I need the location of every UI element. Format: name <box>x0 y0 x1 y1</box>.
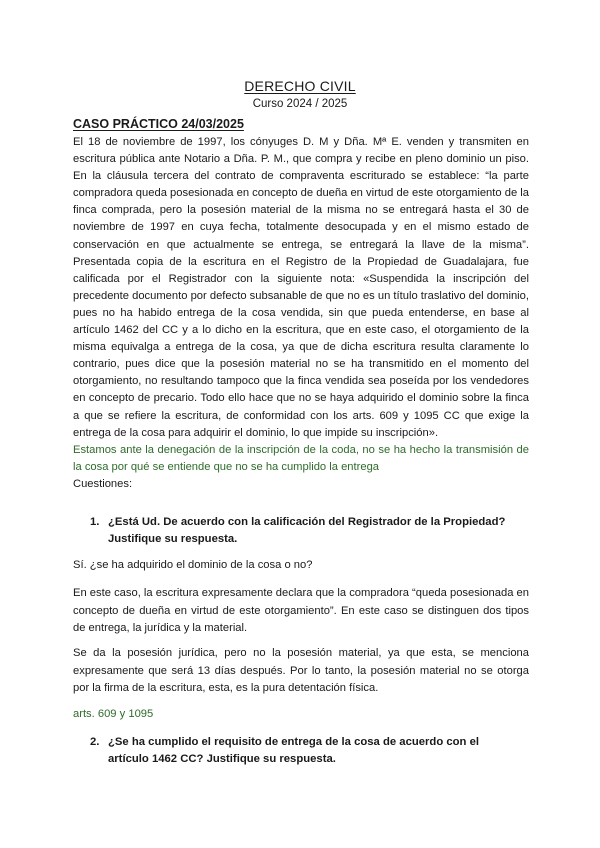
answer-1: Sí. ¿se ha adquirido el dominio de la cosa o no? <box>73 559 313 571</box>
question-number: 2. <box>90 736 100 748</box>
question-number: 1. <box>90 516 100 528</box>
question-2 <box>90 734 520 768</box>
case-body <box>73 134 529 493</box>
questions-label: Cuestiones: <box>73 477 133 490</box>
course-label: Curso 2024 / 2025 <box>252 98 348 110</box>
answer-3: Se da la posesión jurídica, pero no la posesión material, ya que esta, se menciona expresamente que será 13 días después. Por lo tanto, la posesión material no se otorga por la firma de la escritura, esta, es la pura detentación física. <box>73 647 529 695</box>
answer-4: arts. 609 y 1095 <box>73 708 154 720</box>
case-title: CASO PRÁCTICO 24/03/2025 <box>73 117 244 131</box>
question-text: ¿Se ha cumplido el requisito de entrega de la cosa de acuerdo con el artículo 1462 CC? Justifique su respuesta. <box>108 736 480 765</box>
case-paragraph: El 18 de noviembre de 1997, los cónyuges D. M y Dña. Mª E. venden y transmiten en escritura pública ante Notario a Dña. P. M., que compra y recibe en pleno dominio un piso. En la cláusula tercera del contrato de compraventa escriturado se establece: “la parte compradora queda posesionada en concepto de dueña en virtud de este otorgamiento de la finca comprada, pero la posesión material de la misma no se entregará hasta el 30 de noviembre de 1997 en cuya fecha, totalmente desocupada y en el mismo estado de conservación en que actualmente se entrega, se entregará la llave de la misma”. Presentada copia de la escritura en el Registro de la Propiedad de Guadalajara, fue calificada por el Registrador con la siguiente nota: «Suspendida la inscripción del precedente documento por defecto subsanable de que no es un título traslativo del dominio, pues no ha habido entrega de la cosa vendida, sin que pueda entenderse, en base al artículo 1462 del CC y a lo dicho en la escritura, que en este caso, el otorgamiento de la misma equivalga a entrega de la cosa, ya que de dicha escritura resulta claramente lo contrario, pues dice que la posesión material no se ha transmitido en el momento del otorgamiento, no resultando tampoco que la finca vendida sea poseída por los vendedores en concepto de precario. Todo ello hace que no se haya adquirido el dominio sobre la finca a que se refiere la escritura, de conformidad con los arts. 609 y 1095 CC que exige la entrega de la cosa para adquirir el dominio, lo que impide su inscripción». <box>73 136 529 439</box>
question-1 <box>90 514 520 548</box>
case-note: Estamos ante la denegación de la inscripción de la coda, no se ha hecho la transmisión de la cosa por qué se entiende que no se ha cumplido la entrega <box>73 443 529 473</box>
question-text: ¿Está Ud. De acuerdo con la calificación del Registrador de la Propiedad? Justifique su respuesta. <box>108 516 506 545</box>
document-title: DERECHO CIVIL <box>244 78 356 94</box>
answer-2: En este caso, la escritura expresamente declara que la compradora “queda posesionada en concepto de dueña en virtud de este otorgamiento”. En este caso se distinguen dos tipos de entrega, la jurídica y la material. <box>73 587 529 635</box>
